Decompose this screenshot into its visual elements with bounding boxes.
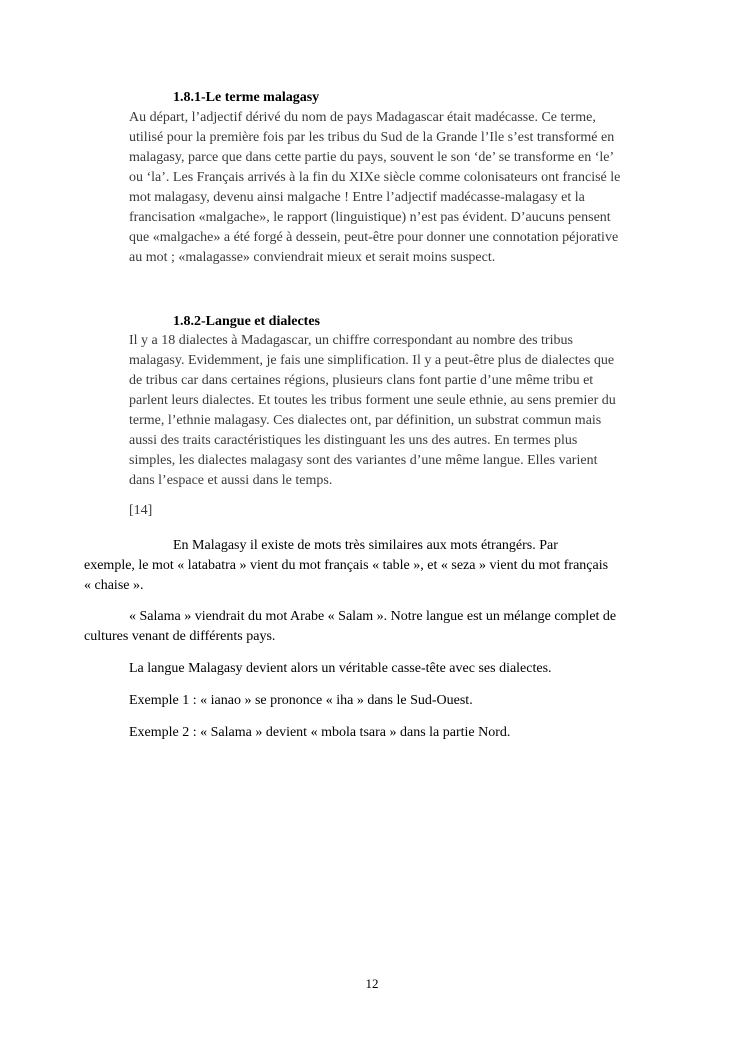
text-line: exemple, le mot « latabatra » vient du mot français « table », et « seza » vient du mot français xyxy=(84,558,609,573)
text-line: cultures venant de différents pays. xyxy=(84,629,276,644)
paragraph-example-1: Exemple 1 : « ianao » se prononce « iha » dans le Sud-Ouest. xyxy=(129,693,473,708)
text-line: « chaise ». xyxy=(84,578,144,593)
paragraph-example-2: Exemple 2 : « Salama » devient « mbola tsara » dans la partie Nord. xyxy=(129,725,511,740)
reference-citation: [14] xyxy=(129,503,153,518)
section-body-langue-dialectes xyxy=(129,331,659,491)
section-heading-terme-malagasy: 1.8.1-Le terme malagasy xyxy=(173,90,320,105)
text-line: En Malagasy il existe de mots très similaires aux mots étrangérs. Par xyxy=(173,538,558,553)
text-line: ou ‘la’. Les Français arrivés à la fin du XIXe siècle comme colonisateurs ont francisé le xyxy=(129,170,621,185)
text-line: utilisé pour la première fois par les tribus du Sud de la Grande l’Ile s’est transformé en xyxy=(129,130,615,145)
text-line: parlent leurs dialectes. Et toutes les tribus forment une seule ethnie, au sens premier du xyxy=(129,393,616,408)
text-line: « Salama » viendrait du mot Arabe « Salam ». Notre langue est un mélange complet de xyxy=(129,609,617,624)
paragraph-casse-tete: La langue Malagasy devient alors un véritable casse-tête avec ses dialectes. xyxy=(129,661,552,676)
text-line: Il y a 18 dialectes à Madagascar, un chiffre correspondant au nombre des tribus xyxy=(129,333,573,348)
text-line: de tribus car dans certaines régions, plusieurs clans font partie d’une même tribu et xyxy=(129,373,594,388)
paragraph-similar-words xyxy=(84,536,608,596)
text-line: mot malagasy, devenu ainsi malgache ! Entre l’adjectif madécasse-malagasy et la xyxy=(129,190,585,205)
paragraph-salama-origin xyxy=(84,607,616,647)
text-line: Au départ, l’adjectif dérivé du nom de pays Madagascar était madécasse. Ce terme, xyxy=(129,110,596,125)
text-line: que «malgache» a été forgé à dessein, peut-être pour donner une connotation péjorative xyxy=(129,230,619,245)
section-heading-langue-dialectes: 1.8.2-Langue et dialectes xyxy=(173,314,320,329)
text-line: malagasy. Evidemment, je fais une simplification. Il y a peut-être plus de dialectes que xyxy=(129,353,615,368)
text-line: au mot ; «malagasse» conviendrait mieux et serait moins suspect. xyxy=(129,250,496,265)
text-line: malagasy, parce que dans cette partie du pays, souvent le son ‘de’ se transforme en ‘le’ xyxy=(129,150,615,165)
text-line: terme, l’ethnie malagasy. Ces dialectes ont, par définition, un substrat commun mais xyxy=(129,413,602,428)
text-line: francisation «malgache», le rapport (linguistique) n’est pas évident. D’aucuns pensent xyxy=(129,210,611,225)
text-line: simples, les dialectes malagasy sont des variantes d’une même langue. Elles varient xyxy=(129,453,598,468)
page-number: 12 xyxy=(365,976,379,991)
text-line: dans l’espace et aussi dans le temps. xyxy=(129,473,333,488)
section-body-terme-malagasy xyxy=(129,108,659,268)
text-line: aussi des traits caractéristiques les distinguant les uns des autres. En termes plus xyxy=(129,433,578,448)
